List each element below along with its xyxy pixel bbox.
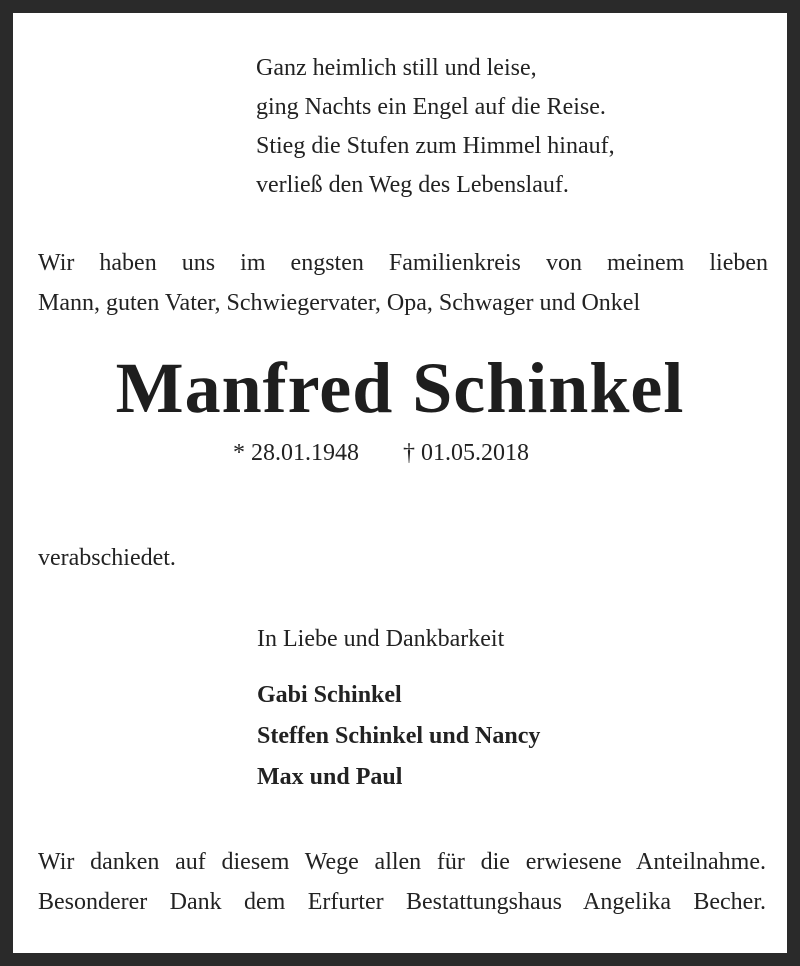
death-date: † 01.05.2018 [403,440,529,466]
intro-text [38,243,768,323]
deceased-name: Manfred Schinkel [115,348,685,428]
family-name: Gabi Schinkel [257,682,402,708]
intro-line: Wir haben uns im engsten Familienkreis von meinem lieben [38,250,768,276]
family-name: Max und Paul [257,764,403,790]
obituary-notice [13,13,787,953]
poem [256,49,615,205]
poem-line: ging Nachts ein Engel auf die Reise. [256,94,606,120]
thanks-line: Wir danken auf diesem Wege allen für die erwiesene Anteilnahme. [38,849,766,875]
life-dates [233,440,529,467]
family-names [257,675,540,798]
thanks-text [38,842,766,922]
farewell-text: verabschiedet. [38,545,176,571]
thanks-line: Besonderer Dank dem Erfurter Bestattungshaus Angelika Becher. [38,889,766,915]
poem-line: Stieg die Stufen zum Himmel hinauf, [256,133,615,159]
intro-line: Mann, guten Vater, Schwiegervater, Opa, Schwager und Onkel [38,290,641,316]
poem-line: Ganz heimlich still und leise, [256,55,537,81]
poem-line: verließ den Weg des Lebenslauf. [256,172,569,198]
signoff-text: In Liebe und Dankbarkeit [257,626,505,652]
family-name: Steffen Schinkel und Nancy [257,723,541,749]
birth-date: * 28.01.1948 [233,440,359,466]
